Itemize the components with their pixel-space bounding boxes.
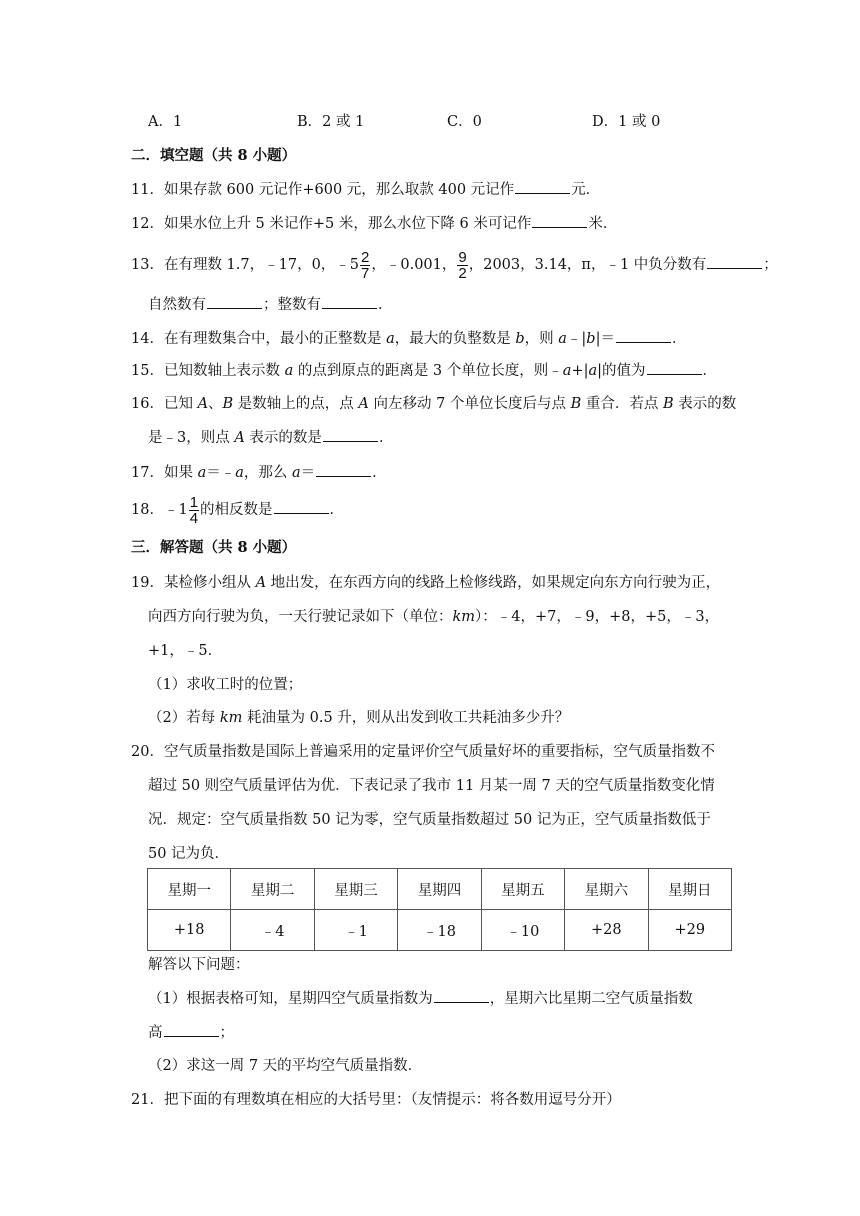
question-19-line1: 19．某检修小组从 A 地出发，在东西方向的线路上检修线路，如果规定向东方向行驶为正， xyxy=(131,575,721,591)
question-20-sub2: （2）求这一周 7 天的平均空气质量指数． xyxy=(148,1058,423,1074)
answer-blank[interactable] xyxy=(434,988,489,1003)
fraction-1-4: $\frac{1}{4}$ xyxy=(189,493,199,527)
question-19-line3: +1，﹣5． xyxy=(148,643,223,659)
option-d: D．1 或 0 xyxy=(592,114,661,130)
answer-blank[interactable] xyxy=(164,1022,219,1037)
table-cell: ﹣4 xyxy=(231,910,314,951)
question-18: 18．﹣1 $\frac{1}{4}$ 的相反数是 ． xyxy=(131,493,345,527)
table-cell: ﹣18 xyxy=(398,910,481,951)
question-12: 12．如果水位上升 5 米记作+5 米，那么水位下降 6 米可记作 米． xyxy=(131,213,617,234)
section-answer-heading: 三．解答题（共 8 小题） xyxy=(131,539,297,556)
option-c: C．0 xyxy=(447,114,482,130)
question-20-line2: 超过 50 则空气质量评估为优．下表记录了我市 11 月某一周 7 天的空气质量指数变化情 xyxy=(148,778,715,794)
answer-blank[interactable] xyxy=(274,499,329,514)
question-11: 11．如果存款 600 元记作+600 元，那么取款 400 元记作 元． xyxy=(131,179,600,200)
answer-blank[interactable] xyxy=(515,179,570,194)
answer-blank[interactable] xyxy=(322,294,377,309)
question-21: 21．把下面的有理数填在相应的大括号里：（友情提示：将各数用逗号分开） xyxy=(131,1092,621,1108)
question-20-intro: 解答以下问题： xyxy=(148,957,250,973)
table-cell: 星期二 xyxy=(231,869,314,910)
table-row xyxy=(148,910,732,951)
question-16-line2: 是﹣3，则点 A 表示的数是 ． xyxy=(148,427,393,448)
table-cell: 星期六 xyxy=(565,869,648,910)
option-b: B．2 或 1 xyxy=(297,114,365,130)
answer-blank[interactable] xyxy=(647,360,702,375)
table-cell: 星期三 xyxy=(314,869,397,910)
table-cell: +18 xyxy=(148,910,231,951)
table-cell: ﹣1 xyxy=(314,910,397,951)
table-cell: 星期日 xyxy=(648,869,731,910)
answer-blank[interactable] xyxy=(207,294,262,309)
question-19-sub1: （1）求收工时的位置； xyxy=(148,677,303,693)
question-20-line1: 20．空气质量指数是国际上普遍采用的定量评价空气质量好坏的重要指标，空气质量指数不 xyxy=(131,744,715,760)
table-cell: ﹣10 xyxy=(481,910,564,951)
question-13-line2: 自然数有 ；整数有 ． xyxy=(148,294,393,315)
table-cell: 星期四 xyxy=(398,869,481,910)
question-19-sub2: （2）若每 km 耗油量为 0.5 升，则从出发到收工共耗油多少升？ xyxy=(148,710,570,726)
table-cell: 星期五 xyxy=(481,869,564,910)
answer-blank[interactable] xyxy=(616,328,671,343)
question-20-line4: 50 记为负． xyxy=(148,846,230,862)
answer-blank[interactable] xyxy=(316,462,371,477)
question-19-line2: 向西方向行驶为负，一天行驶记录如下（单位：km）：﹣4，+7，﹣9，+8，+5，﹣3， xyxy=(148,609,720,625)
question-13-line1: 13．在有理数 1.7，﹣17，0，﹣5 $\frac{2}{7}$ ，﹣0.001， $\frac{9}{2}$ ，2003，3.14，π，﹣1 中负分数有 ； xyxy=(131,248,778,282)
answer-blank[interactable] xyxy=(532,213,587,228)
section-fill-in-heading: 二．填空题（共 8 小题） xyxy=(131,147,297,164)
table-header-row xyxy=(148,869,732,910)
question-20-sub1-line1: （1）根据表格可知，星期四空气质量指数为 ，星期六比星期二空气质量指数 xyxy=(148,988,693,1009)
option-a: A．1 xyxy=(148,114,183,130)
fraction-9-2: $\frac{9}{2}$ xyxy=(458,248,467,282)
answer-blank[interactable] xyxy=(323,427,378,442)
question-15: 15．已知数轴上表示数 a 的点到原点的距离是 3 个单位长度，则﹣a+|a|的值为 ． xyxy=(131,360,717,381)
table-cell: +29 xyxy=(648,910,731,951)
question-17: 17．如果 a＝﹣a，那么 a＝ ． xyxy=(131,462,387,483)
fraction-2-7: $\frac{2}{7}$ xyxy=(361,248,370,282)
table-cell: +28 xyxy=(565,910,648,951)
question-14: 14．在有理数集合中，最小的正整数是 a，最大的负整数是 b，则 a﹣|b|＝ ． xyxy=(131,328,686,349)
table-cell: 星期一 xyxy=(148,869,231,910)
question-20-sub1-line2: 高 ； xyxy=(148,1022,234,1043)
answer-blank[interactable] xyxy=(707,254,762,269)
air-quality-table xyxy=(147,868,732,951)
question-20-line3: 况．规定：空气质量指数 50 记为零，空气质量指数超过 50 记为正，空气质量指数低于 xyxy=(148,812,711,828)
question-16-line1: 16．已知 A、B 是数轴上的点，点 A 向左移动 7 个单位长度后与点 B 重合．若点 B 表示的数 xyxy=(131,396,737,412)
